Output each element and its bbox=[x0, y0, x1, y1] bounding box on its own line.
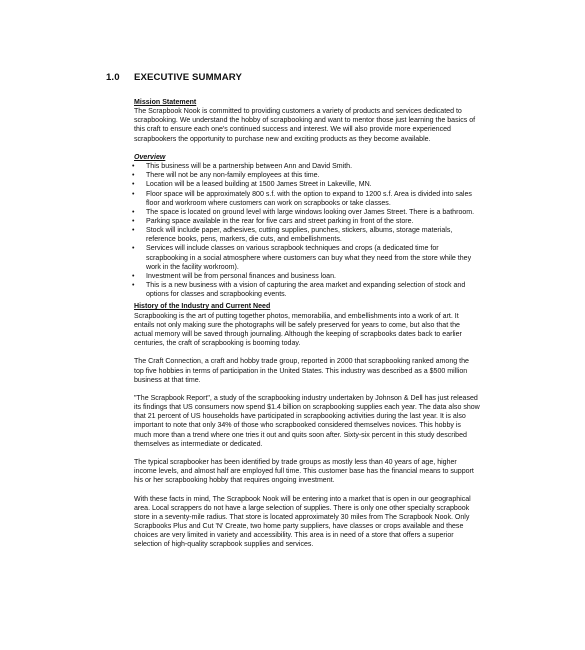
history-paragraph: The typical scrapbooker has been identified by trade groups as mostly less than 40 years of age, higher income levels, and almost half are employed full time. This customer base has the financial means to support his or her scrapbooking hobby that requires ongoing investment. bbox=[134, 459, 474, 485]
mission-statement-title: Mission Statement bbox=[134, 99, 197, 106]
document-body bbox=[134, 98, 480, 550]
bullet-icon: • bbox=[132, 172, 135, 180]
bullet-icon: • bbox=[132, 181, 135, 189]
bullet-icon: • bbox=[132, 190, 135, 198]
bullet-icon: • bbox=[132, 227, 135, 235]
list-item: • Location will be a leased building at 1500 James Street in Lakeville, MN. bbox=[132, 181, 372, 189]
overview-list bbox=[134, 162, 480, 299]
bullet-icon: • bbox=[132, 272, 135, 280]
mission-statement-text: The Scrapbook Nook is committed to providing customers a variety of products and services dedicated to scrapbooking. We understand the hobby of scrapbooking and want to mentor those just learning the basics of this craft to ensure each one's continued success and interest. We will also provide more experienced scrapbookers the opportunity to purchase new and exciting products as they become available. bbox=[134, 108, 476, 143]
list-item: • Stock will include paper, adhesives, cutting supplies, punches, stickers, albums, storage materials, reference books, pens, markers, die cuts, and embellishments. bbox=[132, 227, 453, 244]
bullet-icon: • bbox=[132, 245, 135, 253]
list-item: • Parking space available in the rear for five cars and street parking in front of the store. bbox=[132, 218, 414, 226]
bullet-icon: • bbox=[132, 282, 135, 290]
history-paragraph: With these facts in mind, The Scrapbook Nook will be entering into a market that is open in our geographical area. Local scrappers do not have a large selection of supplies. There is only one other specialty scrapbook store in a seventy-mile radius. That store is located approximately 30 miles from The Scrapbook Nook. Only Scrapbooks Plus and Cut 'N' Create, two home party suppliers, have classes or crops available and these choices are very limited in variety and accessibility. This area is in need of a store that offers a superior selection of high-quality scrapbook supplies and services. bbox=[134, 495, 471, 549]
history-paragraph: The Craft Connection, a craft and hobby trade group, reported in 2000 that scrapbooking ranked among the top five hobbies in terms of participation in the United States. This industry was described as a $500 million business at that time. bbox=[134, 358, 469, 384]
list-item: • The space is located on ground level with large windows looking over James Street. There is a bathroom. bbox=[132, 208, 475, 216]
list-item: • Services will include classes on various scrapbook techniques and crops (a dedicated time for scrapbooking in a social atmosphere where customers can buy what they need from the store while they work in the facility workroom). bbox=[132, 245, 472, 271]
overview-title: Overview bbox=[134, 153, 166, 161]
history-paragraph: Scrapbooking is the art of putting together photos, memorabilia, and embellishments into a work of art. It entails not only making sure the photographs will be safely preserved for years to come, but also that the actual memory will be saved through journaling. Although the keeping of scrapbooks dates back to earlier centuries, the craft of scrapbooking is booming today. bbox=[134, 312, 462, 348]
section-heading bbox=[106, 72, 242, 83]
list-item: • There will not be any non-family employees at this time. bbox=[132, 172, 320, 180]
list-item: • Floor space will be approximately 800 s.f. with the option to expand to 1200 s.f. Area is divided into sales floor and workroom where customers can work on scrapbooks or take classes. bbox=[132, 190, 472, 207]
history-title: History of the Industry and Current Need bbox=[134, 303, 271, 311]
list-item: • This business will be a partnership between Ann and David Smith. bbox=[132, 163, 353, 171]
bullet-icon: • bbox=[132, 163, 135, 171]
bullet-icon: • bbox=[132, 218, 135, 226]
list-item: • This is a new business with a vision of capturing the area market and expanding selection of stock and options for classes and scrapbooking events. bbox=[132, 282, 466, 299]
section-title: EXECUTIVE SUMMARY bbox=[134, 72, 242, 83]
history-paragraph: "The Scrapbook Report", a study of the scrapbooking industry undertaken by Johnson & Dell has just released its findings that US consumers now spend $1.4 billion on scrapbooking supplies each year. The data also show that 21 percent of US households have participated in scrapbooking activities during the last year. It is also important to note that only 34% of those who scrapbooked considered themselves novices. This hobby is much more than a trend where one tries it out and quits soon after. Sixty-six percent in this study described themselves as intermediate or dedicated. bbox=[134, 394, 480, 448]
section-number: 1.0 bbox=[106, 72, 120, 83]
list-item: • Investment will be from personal finances and business loan. bbox=[132, 272, 336, 280]
bullet-icon: • bbox=[132, 208, 135, 216]
